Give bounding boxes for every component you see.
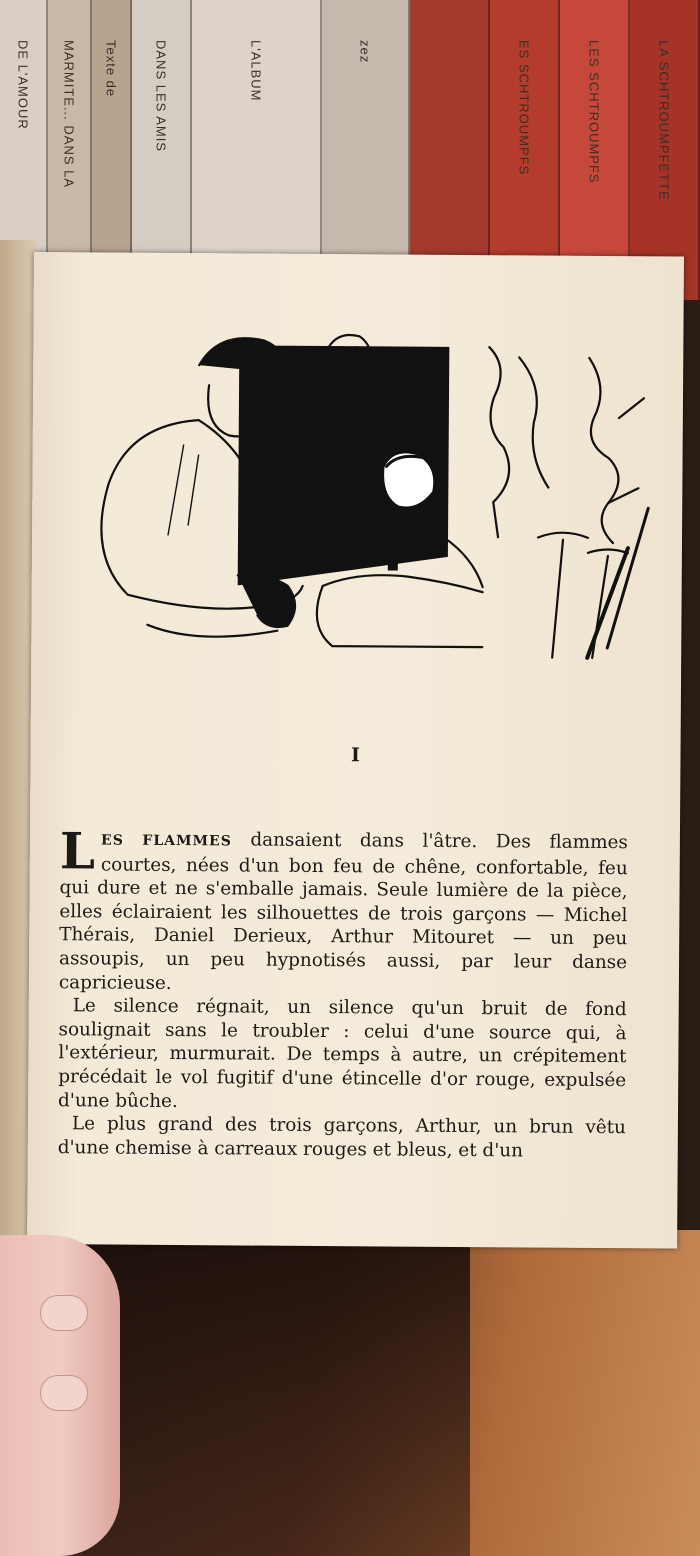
spine-label: zez <box>357 40 373 64</box>
paragraph-1 <box>58 821 628 998</box>
spine-label: LA SCHTROUMPFETTE <box>656 40 672 201</box>
drop-cap: L <box>59 821 96 881</box>
spine-label: Texte de <box>103 40 119 98</box>
paragraph-3: Le plus grand des trois garçons, Arthur, un brun vêtu d'une chemise à carreaux rouges et bleus, et d'un <box>57 1113 626 1162</box>
fingernail <box>40 1295 88 1331</box>
spine-label: ES SCHTROUMPFS <box>516 40 532 176</box>
fingernail <box>40 1375 88 1411</box>
hand-holding-book <box>0 1235 120 1556</box>
body-text <box>57 821 628 1163</box>
chapter-number: I <box>350 744 361 767</box>
spine-label: DANS LES AMIS <box>153 40 169 152</box>
book-page <box>27 252 684 1249</box>
illustration-three-boys-by-fire <box>87 324 651 673</box>
spine-label: MARMITE... DANS LA <box>61 40 77 189</box>
spine-label: L'ALBUM <box>248 40 264 102</box>
spine-label: LES SCHTROUMPFS <box>586 40 602 184</box>
spine-label: DE L'AMOUR <box>15 40 31 130</box>
paragraph-2: Le silence régnait, un silence qu'un bruit de fond soulignait sans le troubler : celui d'une source qui, à l'extérieur, murmurait. De temps à autre, un crépitement précédait le vol fugitif d'une étincelle d'or rouge, expulsée d'une bûche. <box>58 995 627 1112</box>
paragraph-1-text: dansaient dans l'âtre. Des flammes courtes, nées d'un bon feu de chêne, confortable, feu qui dure et ne s'emballe jamais. Seule lumière de la pièce, elles éclairaient les silhouettes de trois garçons — Michel Thérais, Daniel Derieux, Arthur Mitouret — un peu assoupis, un peu hypnotisés aussi, par leur danse capricieuse. <box>58 829 628 994</box>
book-spine <box>630 0 700 300</box>
opening-smallcaps: ES FLAMMES <box>100 832 232 850</box>
